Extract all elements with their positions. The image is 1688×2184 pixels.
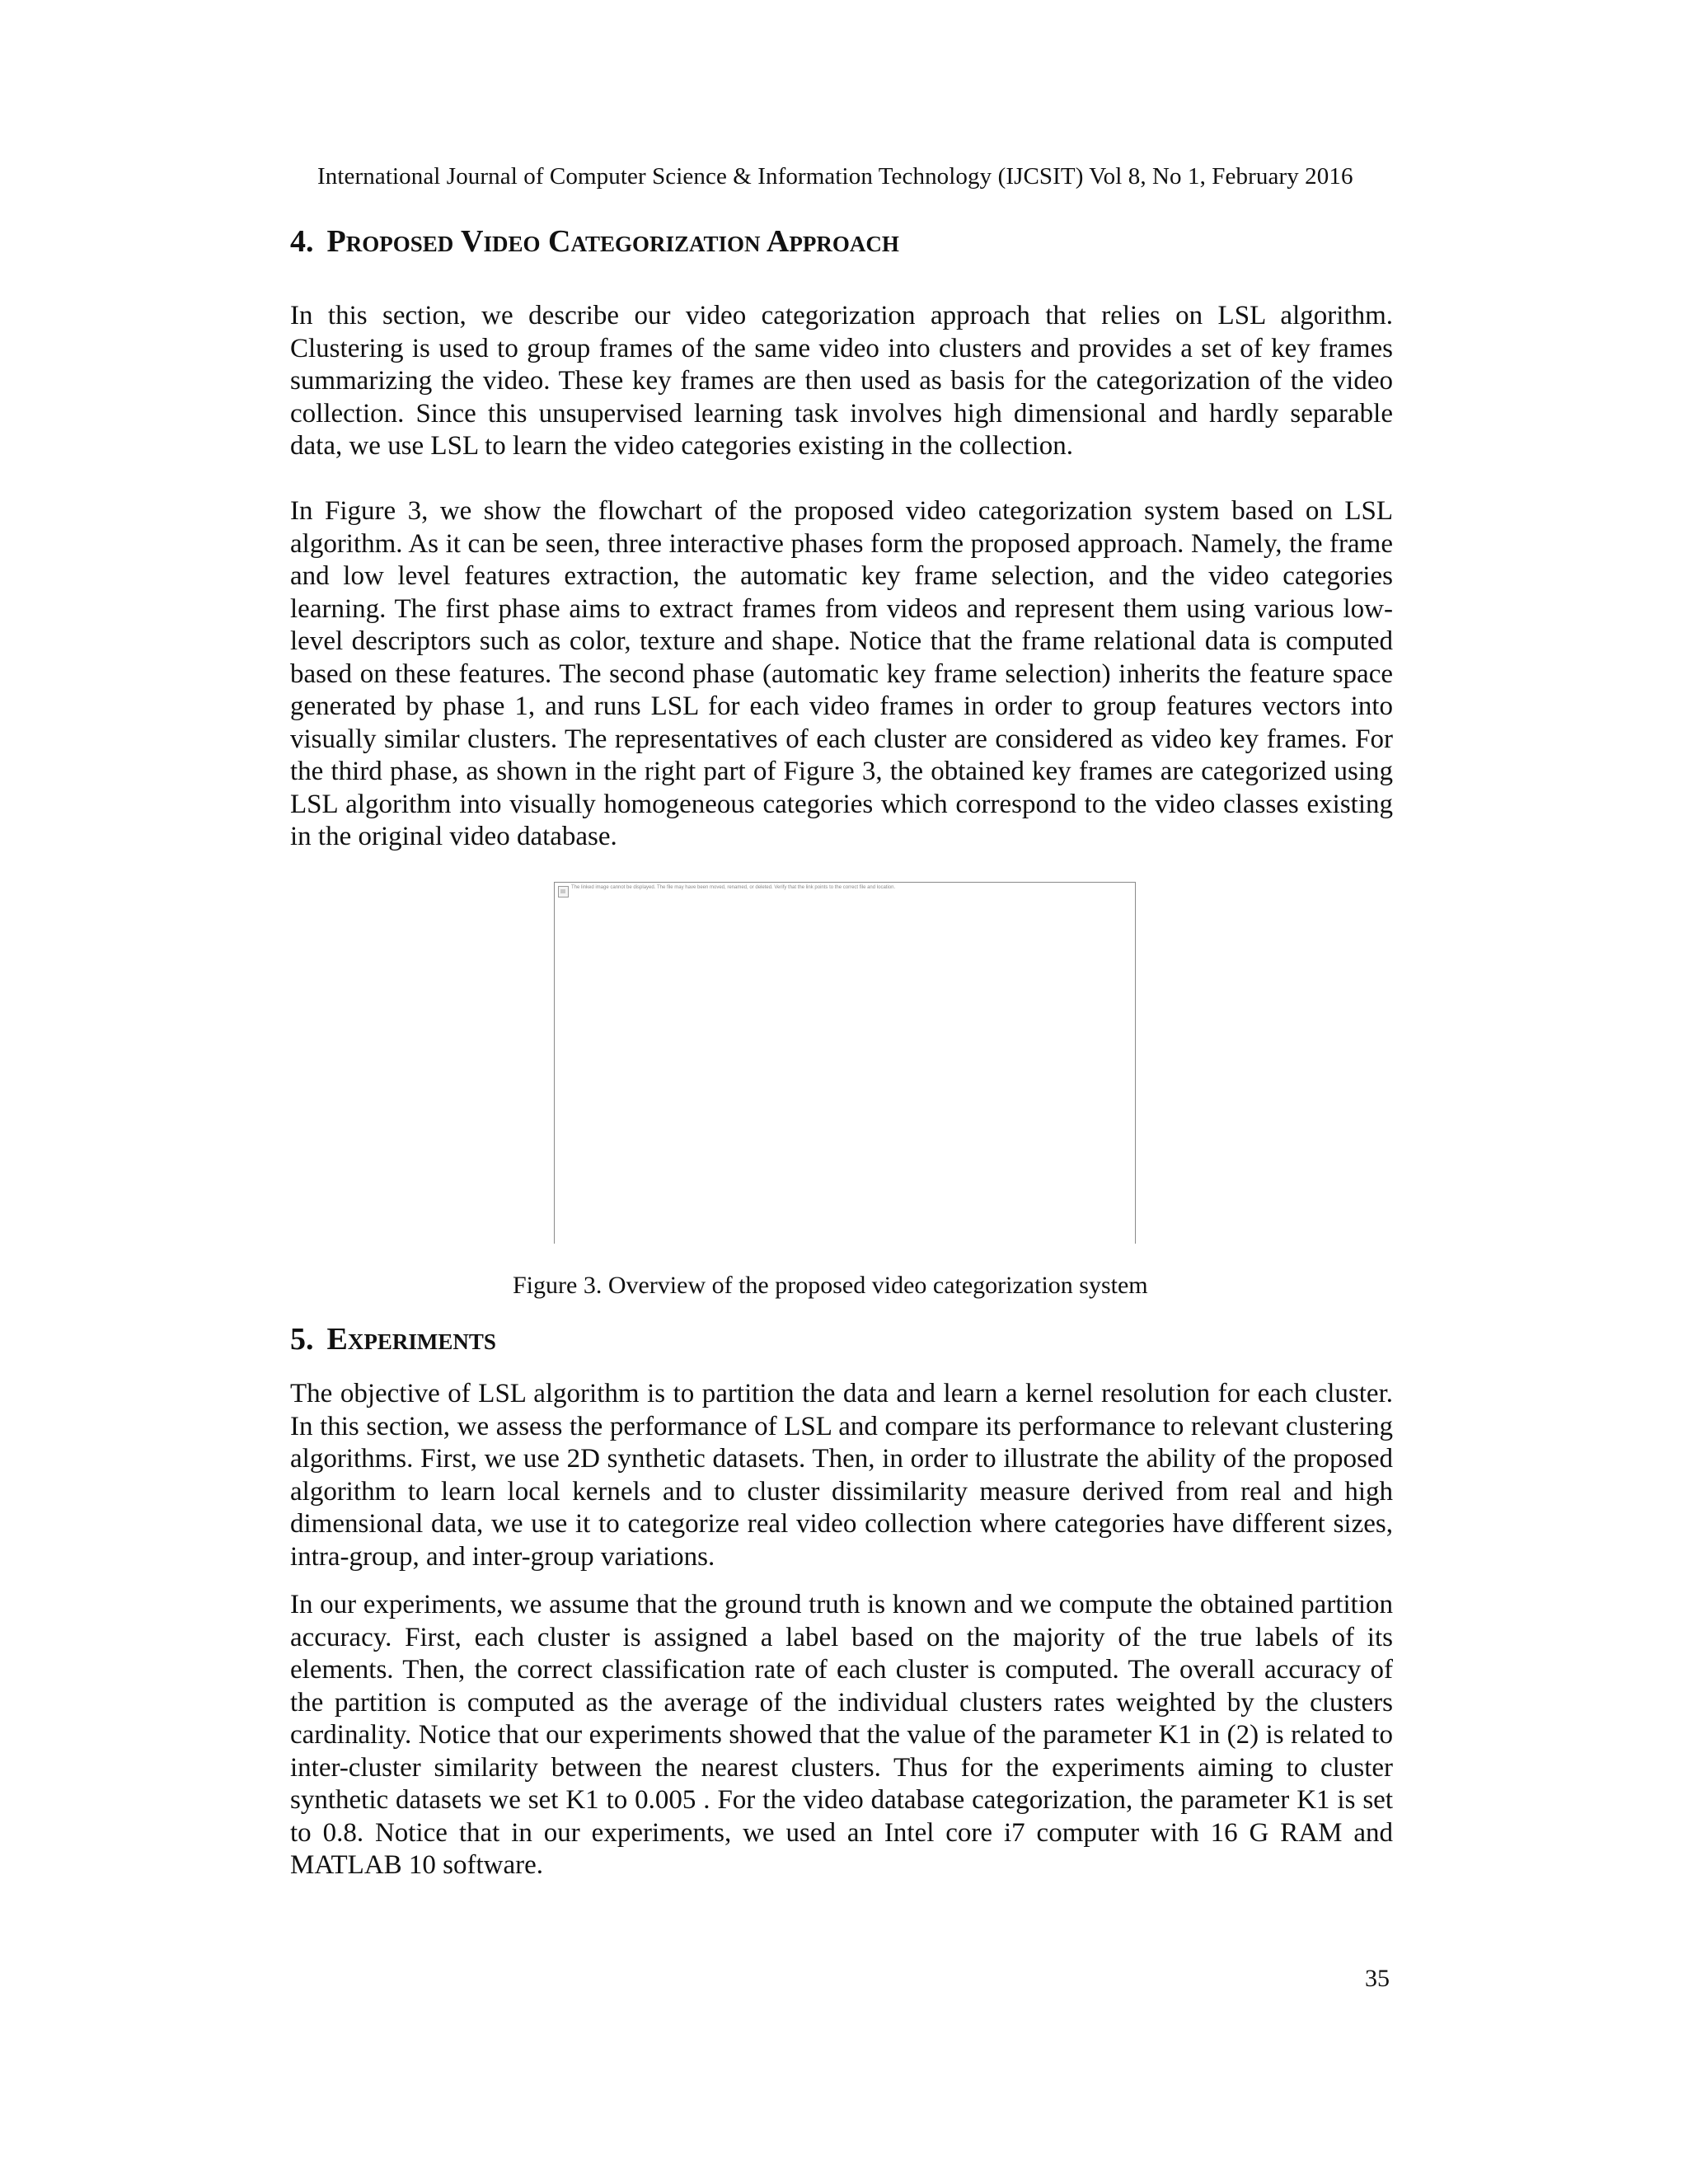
section-4-paragraph-2: In Figure 3, we show the flowchart of the proposed video categorization system based on LSL algorithm. As it can be seen, three interactive phases form the proposed approach. Namely, the frame and low level features extraction, the automatic key frame selection, and the video categories learning. The first phase aims to extract frames from videos and represent them using various low-level descriptors such as color, texture and shape. Notice that the frame relational data is computed based on these features. The second phase (automatic key frame selection) inherits the feature space generated by phase 1, and runs LSL for each video frames in order to group features vectors into visually similar clusters. The representatives of each cluster are considered as video key frames. For the third phase, as shown in the right part of Figure 3, the obtained key frames are categorized using LSL algorithm into visually homogeneous categories which correspond to the video classes existing in the original video database. (290, 496, 1393, 851)
section-5-title: Experiments (326, 1322, 496, 1357)
broken-image-message: The linked image cannot be displayed. The file may have been moved, renamed, or deleted. Verify that the link points to the correct file and location. (571, 885, 896, 890)
figure-3-image (554, 882, 1136, 1244)
section-4-heading (290, 223, 899, 260)
section-4-title: Proposed Video Categorization Approach (326, 224, 899, 259)
section-5-paragraph-2: In our experiments, we assume that the ground truth is known and we compute the obtained partition accuracy. First, each cluster is assigned a label based on the majority of the true labels of its elements. Then, the correct classification rate of each cluster is computed. The overall accuracy of the partition is computed as the average of the individual clusters rates weighted by the clusters cardinality. Notice that our experiments showed that the value of the parameter K1 in (2) is related to inter-cluster similarity between the nearest clusters. Thus for the experiments aiming to cluster synthetic datasets we set K1 to 0.005 . For the video database categorization, the parameter K1 is set to 0.8. Notice that in our experiments, we used an Intel core i7 computer with 16 G RAM and MATLAB 10 software. (290, 1590, 1393, 1880)
section-5-paragraph-1: The objective of LSL algorithm is to partition the data and learn a kernel resolution for each cluster. In this section, we assess the performance of LSL and compare its performance to relevant clustering algorithms. First, we use 2D synthetic datasets. Then, in order to illustrate the ability of the proposed algorithm to learn local kernels and to cluster dissimilarity measure derived from real and high dimensional data, we use it to categorize real video collection where categories have different sizes, intra-group, and inter-group variations. (290, 1379, 1393, 1572)
section-4-paragraph-1: In this section, we describe our video categorization approach that relies on LSL algorithm. Clustering is used to group frames of the same video into clusters and provides a set of key frames summarizing the video. These key frames are then used as basis for the categorization of the video collection. Since this unsupervised learning task involves high dimensional and hardly separable data, we use LSL to learn the video categories existing in the collection. (290, 301, 1393, 461)
figure-3-caption: Figure 3. Overview of the proposed video categorization system (513, 1272, 1148, 1299)
page-number: 35 (1365, 1965, 1390, 1992)
running-header: International Journal of Computer Science & Information Technology (IJCSIT) Vol 8, No 1, February 2016 (317, 163, 1353, 190)
section-5-number: 5. (290, 1322, 314, 1357)
section-4-number: 4. (290, 224, 314, 259)
section-5-heading (290, 1321, 496, 1357)
broken-image-icon (558, 886, 569, 898)
